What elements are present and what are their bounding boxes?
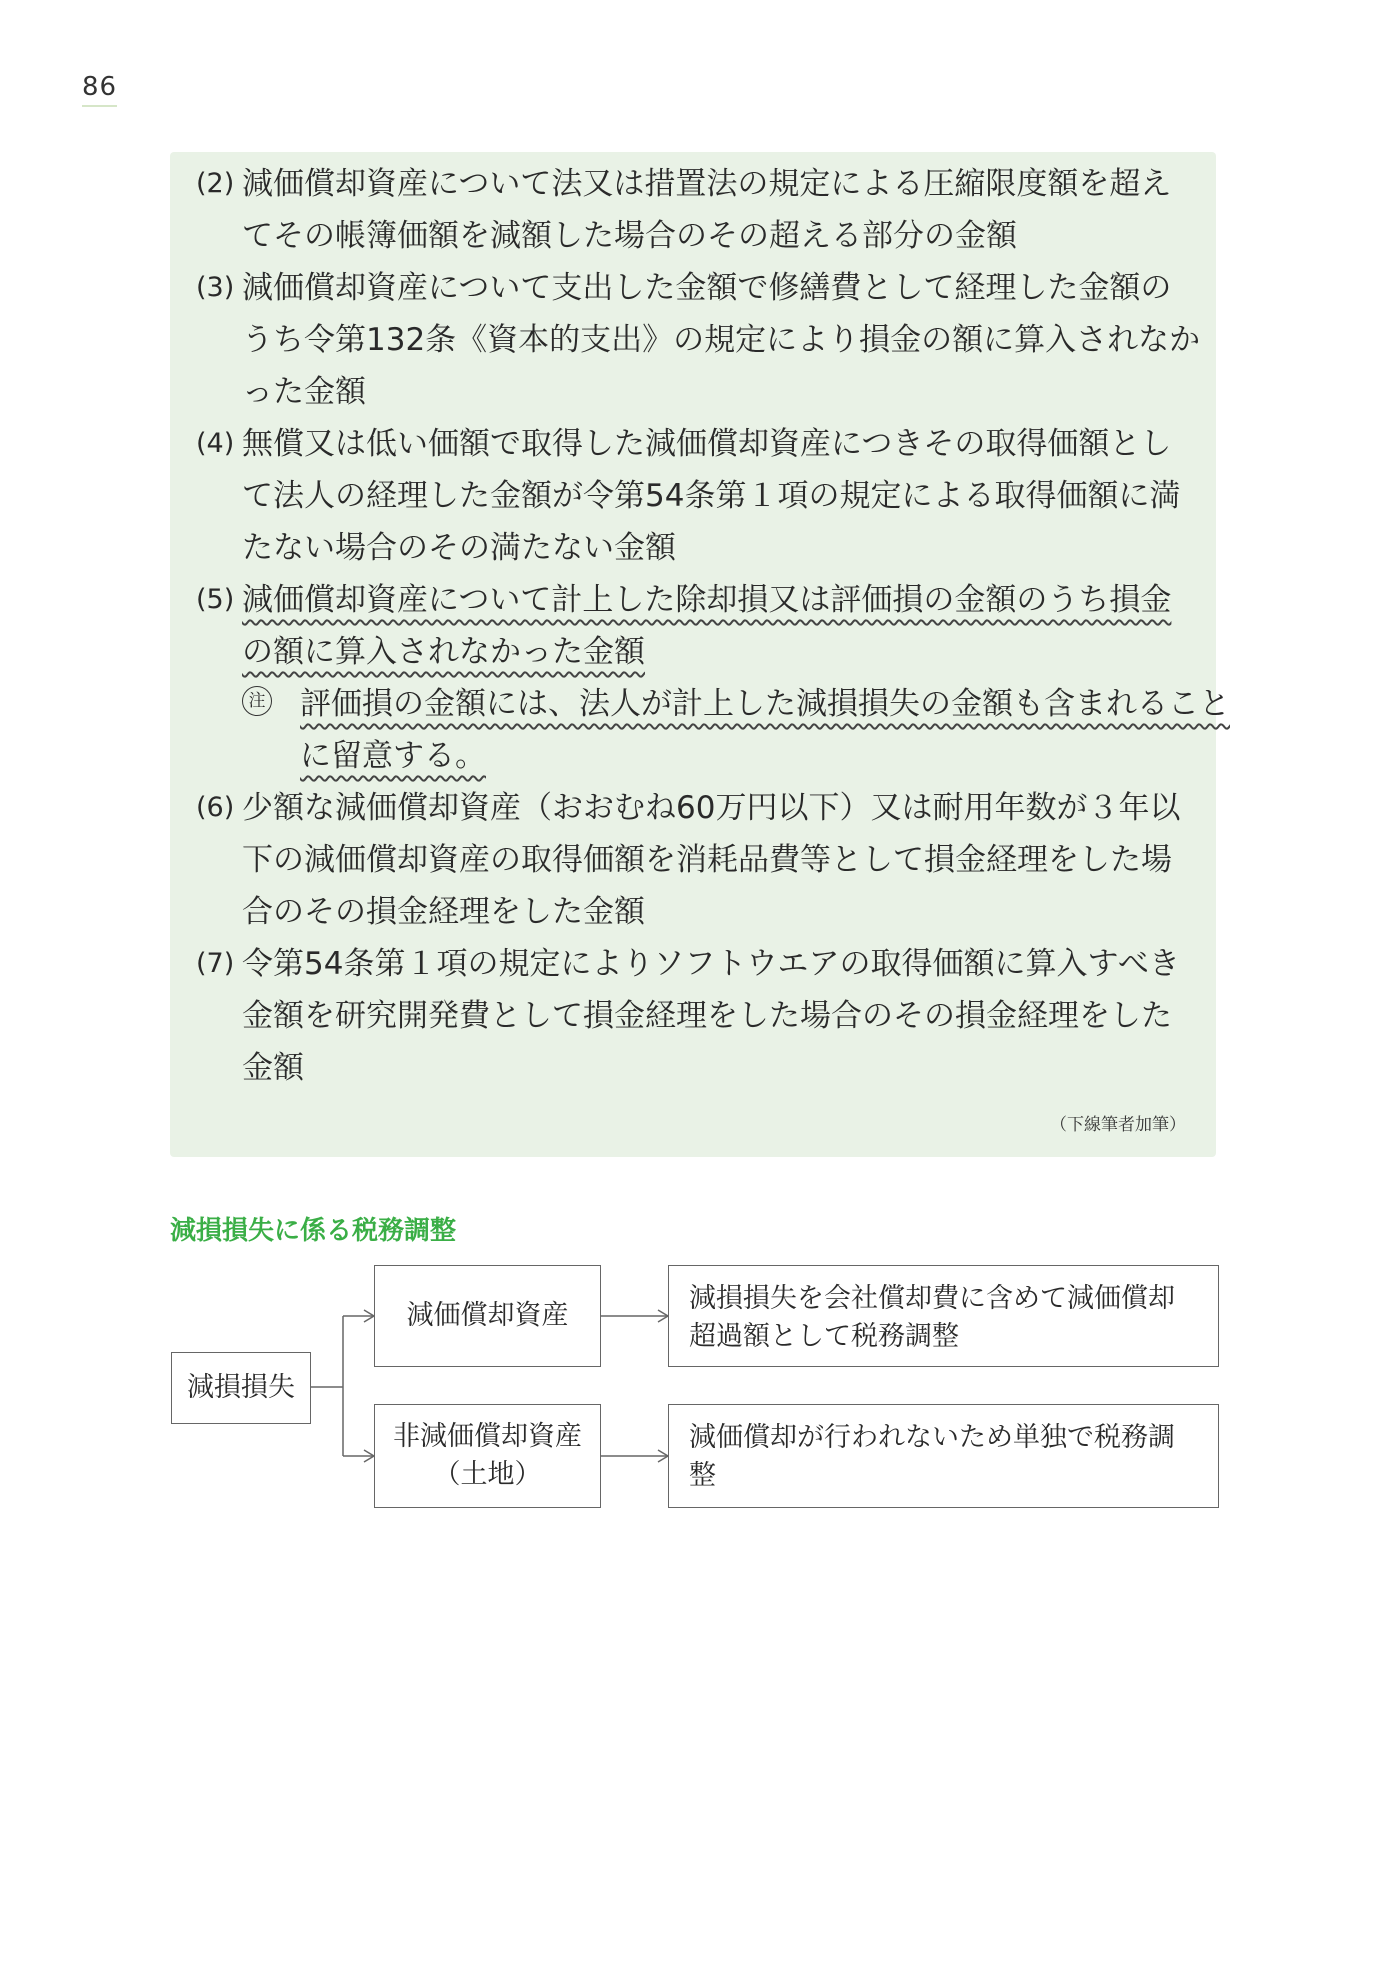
item-line: 令第54条第１項の規定によりソフトウエアの取得価額に算入すべき [242,946,1180,982]
branch2-box [374,1404,601,1508]
result2-line: 整 [689,1460,716,1491]
item-line: った金額 [242,374,366,410]
item-line-underlined: 減価償却資産について計上した除却損又は評価損の金額のうち損金 [242,582,1172,618]
item-line: 減価償却資産について支出した金額で修繕費として経理した金額の [242,270,1172,306]
branch2-label-line: 非減価償却資産 [393,1421,582,1452]
item-line: 下の減価償却資産の取得価額を消耗品費等として損金経理をした場 [242,842,1172,878]
section-title: 減損損失に係る税務調整 [170,1216,457,1246]
item-line: 金額を研究開発費として損金経理をした場合のその損金経理をした [242,998,1172,1034]
item-number: (7) [196,948,235,979]
result1-line: 超過額として税務調整 [689,1321,959,1352]
item-line: たない場合のその満たない金額 [242,530,676,566]
underline-credit: （下線筆者加筆） [1050,1115,1186,1135]
item-line: 減価償却資産について法又は措置法の規定による圧縮限度額を超え [242,166,1172,202]
item-number: (6) [196,792,235,823]
root-box [171,1352,311,1424]
item-number: (3) [196,272,235,303]
note-mark: 注 [242,686,272,716]
result2-line: 減価償却が行われないため単独で税務調 [689,1422,1175,1453]
note-line-underlined: 評価損の金額には、法人が計上した減損損失の金額も含まれること [300,686,1230,722]
root-label: 減損損失 [187,1372,295,1403]
item-line: うち令第132条《資本的支出》の規定により損金の額に算入されなか [242,322,1201,358]
item-line: 無償又は低い価額で取得した減価償却資産につきその取得価額とし [242,426,1172,462]
item-line: 金額 [242,1050,304,1086]
item-line: て法人の経理した金額が令第54条第１項の規定による取得価額に満 [242,478,1181,514]
note-line-underlined: に留意する。 [300,738,486,774]
result1-box [668,1265,1219,1367]
item-line: てその帳簿価額を減額した場合のその超える部分の金額 [242,218,1017,254]
item-line-underlined: の額に算入されなかった金額 [242,634,645,670]
result2-box [668,1404,1219,1508]
page-number: 86 [82,72,117,107]
branch1-label: 減価償却資産 [406,1300,569,1331]
item-number: (2) [196,168,235,199]
result1-line: 減損損失を会社償却費に含めて減価償却 [689,1283,1175,1314]
item-line: 合のその損金経理をした金額 [242,894,645,930]
item-number: (5) [196,584,235,615]
branch2-label-line: （土地） [433,1459,542,1490]
item-line: 少額な減価償却資産（おおむね60万円以下）又は耐用年数が３年以 [242,790,1181,826]
item-number: (4) [196,428,235,459]
branch1-box [374,1265,601,1367]
